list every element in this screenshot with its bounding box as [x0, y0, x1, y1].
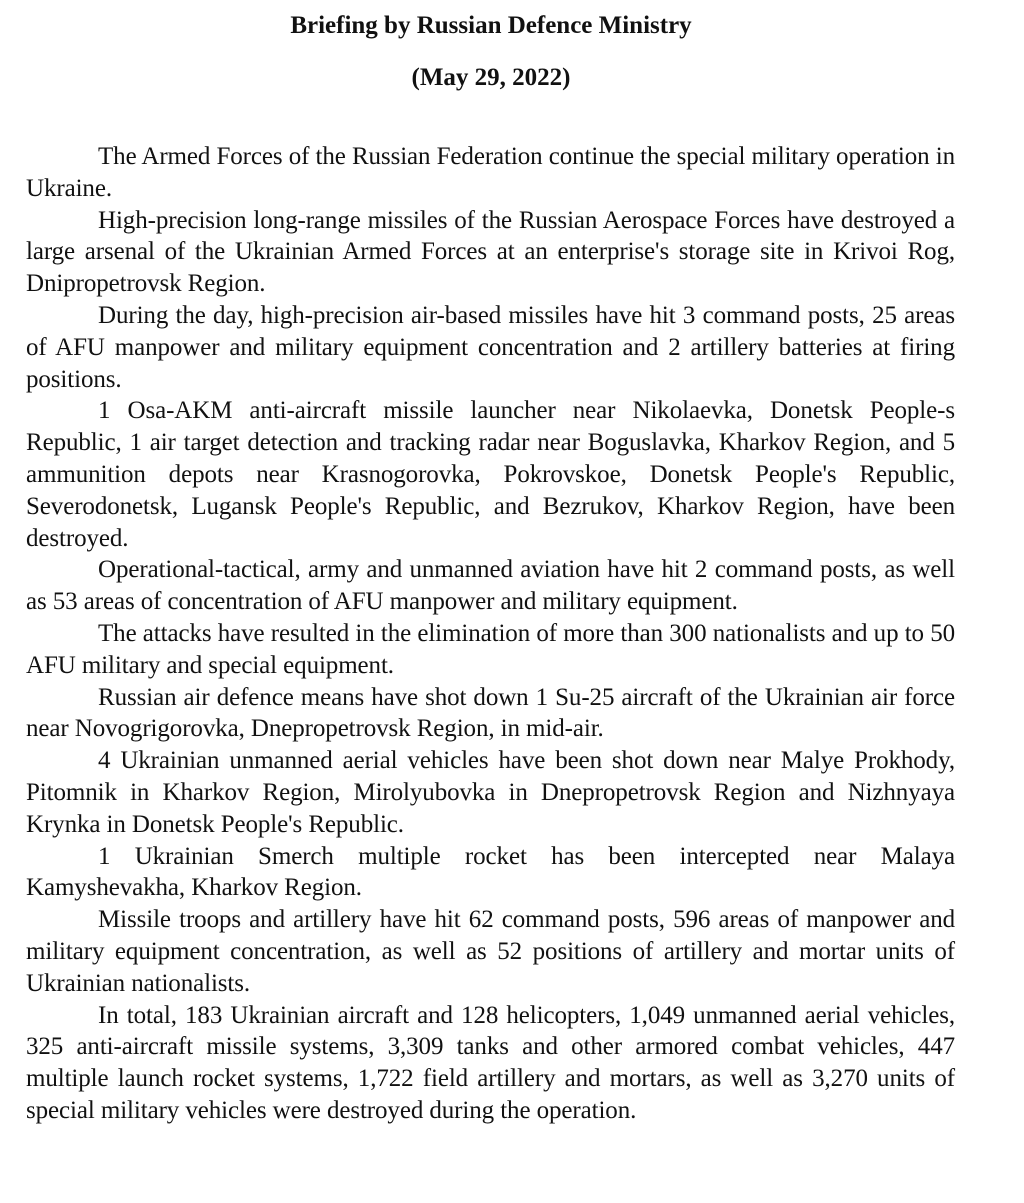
paragraph: The Armed Forces of the Russian Federation continue the special military operation in Ukraine. — [26, 143, 955, 202]
paragraph: During the day, high-precision air-based missiles have hit 3 command posts, 25 areas of AFU manpower and military equipment concentration and 2 artillery batteries at firing positions. — [26, 301, 955, 393]
paragraph: 1 Ukrainian Smerch multiple rocket has been intercepted near Malaya Kamyshevakha, Kharkov Region. — [26, 842, 955, 902]
paragraph: 4 Ukrainian unmanned aerial vehicles have been shot down near Malye Prokhody, Pitomnik in Kharkov Region, Mirolyubovka in Dnepropetrovsk Region and Nizhnyaya Krynka in Donetsk People's Republic. — [26, 747, 955, 838]
paragraph: In total, 183 Ukrainian aircraft and 128 helicopters, 1,049 unmanned aerial vehicles, 325 anti-aircraft missile systems, 3,309 tanks and other armored combat vehicles, 447 multiple launch rocket systems, 1,722 field artillery and mortars, as well as 3,270 units of special military vehicles were destroyed during the operation. — [26, 1001, 955, 1124]
paragraph: Missile troops and artillery have hit 62 command posts, 596 areas of manpower and military equipment concentration, as well as 52 positions of artillery and mortar units of Ukrainian nationalists. — [26, 906, 955, 997]
paragraph: Russian air defence means have shot down 1 Su-25 aircraft of the Ukrainian air force near Novogrigorovka, Dnepropetrovsk Region, in mid-air. — [26, 683, 955, 743]
document-body — [26, 141, 955, 1127]
document-date: (May 29, 2022) — [411, 64, 571, 91]
paragraph: Operational-tactical, army and unmanned aviation have hit 2 command posts, as well as 53 areas of concentration of AFU manpower and military equipment. — [26, 556, 955, 616]
paragraph: 1 Osa-AKM anti-aircraft missile launcher near Nikolaevka, Donetsk People-s Republic, 1 air target detection and tracking radar near Boguslavka, Kharkov Region, and 5 ammunition depots near Krasnogorovka, Pokrovskoe, Donetsk People's Republic, Severodonetsk, Lugansk People's Republic, and Bezrukov, Kharkov Region, have been destroyed. — [26, 397, 955, 552]
paragraph: High-precision long-range missiles of the Russian Aerospace Forces have destroyed a large arsenal of the Ukrainian Armed Forces at an enterprise's storage site in Krivoi Rog, Dnipropetrovsk Region. — [26, 206, 955, 298]
paragraph: The attacks have resulted in the elimination of more than 300 nationalists and up to 50 AFU military and special equipment. — [26, 619, 955, 679]
document-title: Briefing by Russian Defence Ministry — [290, 12, 692, 39]
